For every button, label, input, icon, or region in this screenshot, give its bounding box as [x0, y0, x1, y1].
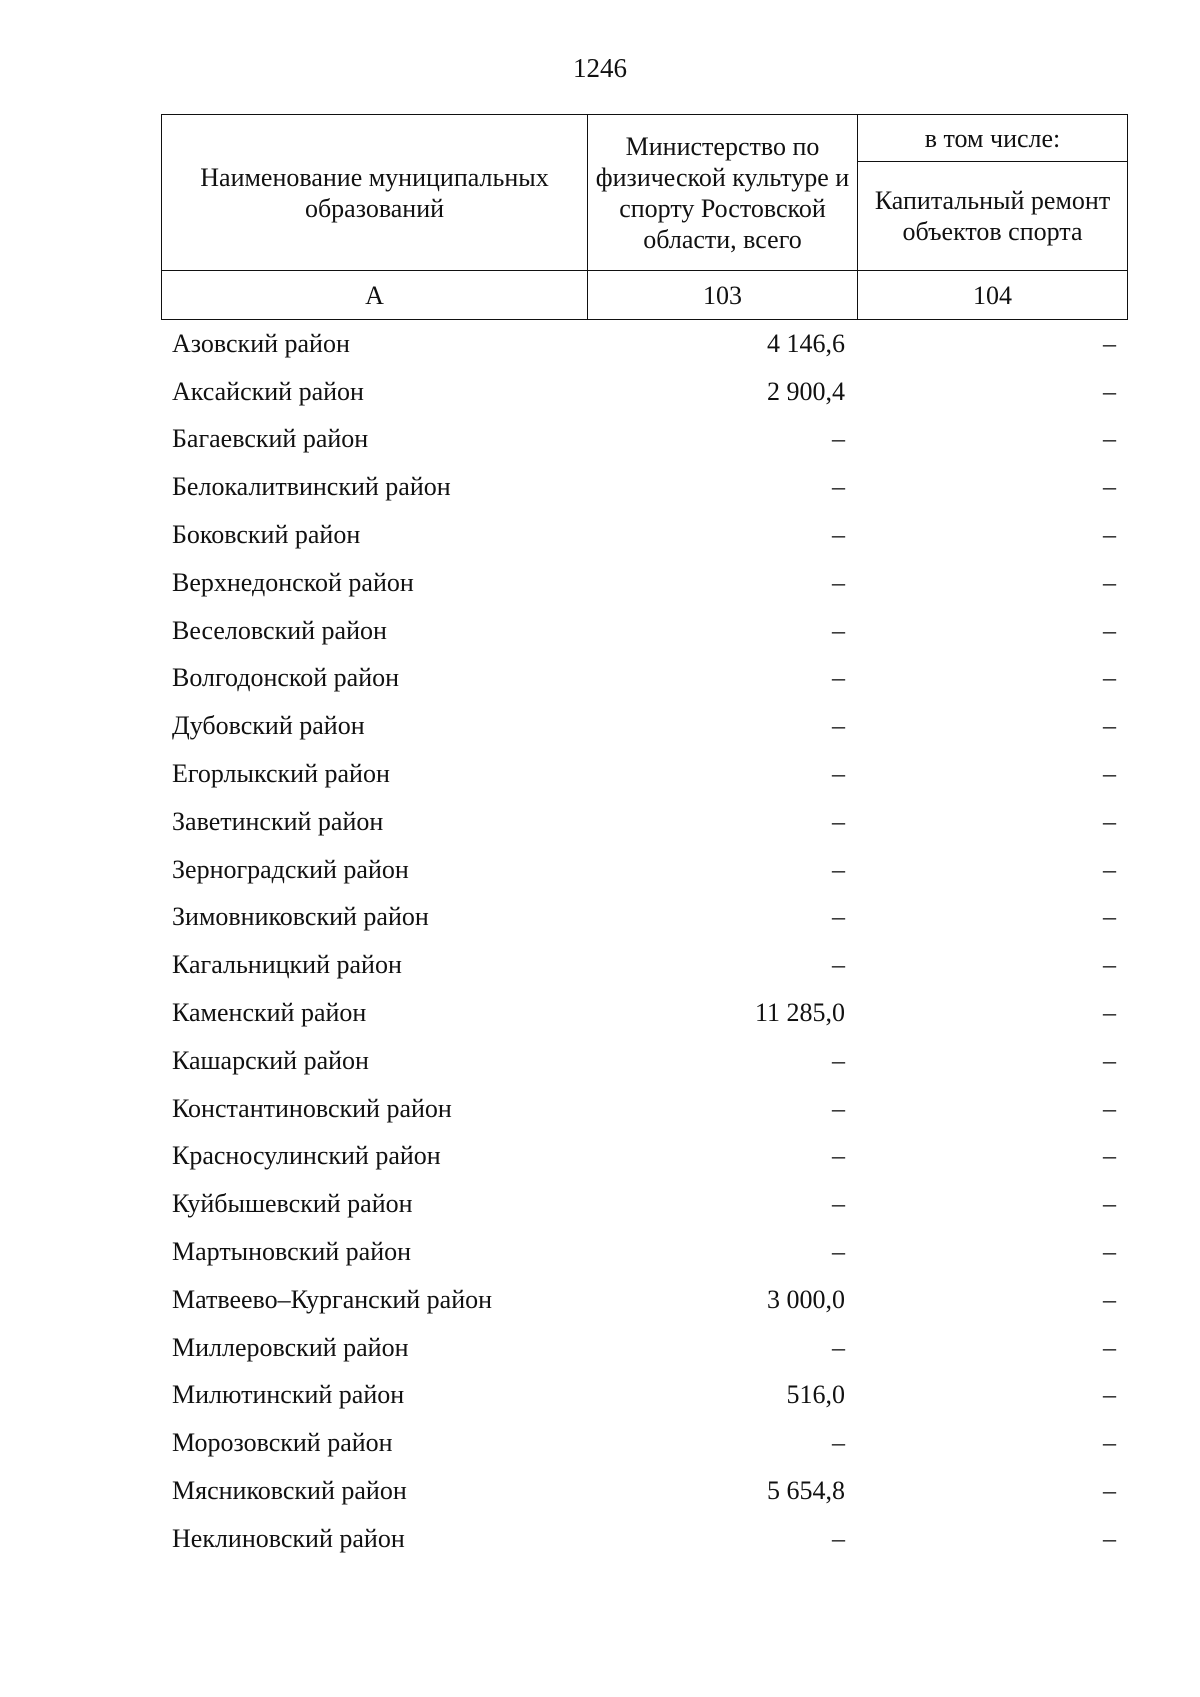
capital-repair-value: – [1103, 1284, 1116, 1314]
municipality-name: Боковский район [172, 520, 361, 550]
page-number: 1246 [573, 53, 627, 83]
total-value: – [832, 1237, 845, 1267]
capital-repair-value: – [1103, 950, 1116, 980]
capital-repair-value: – [1103, 663, 1116, 693]
table-row [161, 750, 1127, 798]
municipality-name: Заветинский район [172, 806, 384, 836]
capital-repair-value: – [1103, 711, 1116, 741]
capital-repair-value: – [1103, 424, 1116, 454]
header-capital-repair: Капитальный ремонт объектов спорта [858, 162, 1128, 271]
capital-repair-value: – [1103, 1428, 1116, 1458]
table-row [161, 1419, 1127, 1467]
municipality-name: Верхнедонской район [172, 567, 414, 597]
table-row [161, 607, 1127, 655]
total-value: – [832, 1428, 845, 1458]
municipality-name: Мартыновский район [172, 1237, 412, 1267]
municipality-name: Кашарский район [172, 1045, 369, 1075]
total-value: 516,0 [786, 1380, 845, 1410]
table-row [161, 559, 1127, 607]
total-value: – [832, 1141, 845, 1171]
table-row [161, 894, 1127, 942]
table-row [161, 1276, 1127, 1324]
capital-repair-value: – [1103, 472, 1116, 502]
capital-repair-value: – [1103, 615, 1116, 645]
total-value: 3 000,0 [767, 1284, 845, 1314]
index-col-104: 104 [858, 271, 1128, 320]
table-row [161, 941, 1127, 989]
table-row [161, 416, 1127, 464]
total-value: – [832, 1332, 845, 1362]
capital-repair-value: – [1103, 1093, 1116, 1123]
total-value: – [832, 902, 845, 932]
municipality-name: Матвеево–Курганский район [172, 1284, 493, 1314]
municipality-name: Милютинский район [172, 1380, 405, 1410]
capital-repair-value: – [1103, 1332, 1116, 1362]
municipality-name: Красносулинский район [172, 1141, 441, 1171]
total-value: – [832, 663, 845, 693]
municipality-name: Аксайский район [172, 376, 364, 406]
table-row [161, 1180, 1127, 1228]
municipality-name: Белокалитвинский район [172, 472, 451, 502]
table-row [161, 702, 1127, 750]
capital-repair-value: – [1103, 1476, 1116, 1506]
table-header [161, 114, 1128, 320]
total-value: – [832, 1523, 845, 1553]
capital-repair-value: – [1103, 1237, 1116, 1267]
capital-repair-value: – [1103, 1189, 1116, 1219]
table-row [161, 1085, 1127, 1133]
total-value: – [832, 472, 845, 502]
table-row [161, 989, 1127, 1037]
municipality-name: Багаевский район [172, 424, 369, 454]
total-value: – [832, 615, 845, 645]
table-row [161, 846, 1127, 894]
total-value: – [832, 854, 845, 884]
table-row [161, 1133, 1127, 1181]
table-row [161, 368, 1127, 416]
table-row [161, 463, 1127, 511]
table-row [161, 1515, 1127, 1563]
municipality-name: Веселовский район [172, 615, 387, 645]
index-col-a: А [162, 271, 588, 320]
municipality-name: Морозовский район [172, 1428, 393, 1458]
capital-repair-value: – [1103, 902, 1116, 932]
total-value: – [832, 806, 845, 836]
municipality-name: Мясниковский район [172, 1476, 407, 1506]
capital-repair-value: – [1103, 1380, 1116, 1410]
municipality-name: Зимовниковский район [172, 902, 429, 932]
total-value: – [832, 1045, 845, 1075]
municipality-name: Каменский район [172, 998, 367, 1028]
table-row [161, 1372, 1127, 1420]
total-value: 4 146,6 [767, 328, 845, 358]
total-value: – [832, 1189, 845, 1219]
table-row [161, 655, 1127, 703]
capital-repair-value: – [1103, 1523, 1116, 1553]
table-row [161, 1324, 1127, 1372]
table-row [161, 1037, 1127, 1085]
total-value: 11 285,0 [754, 998, 845, 1028]
municipality-name: Константиновский район [172, 1093, 452, 1123]
municipality-name: Егорлыкский район [172, 759, 390, 789]
municipality-name: Миллеровский район [172, 1332, 409, 1362]
capital-repair-value: – [1103, 567, 1116, 597]
header-including: в том числе: [858, 115, 1128, 162]
capital-repair-value: – [1103, 520, 1116, 550]
total-value: 5 654,8 [767, 1476, 845, 1506]
municipality-name: Кагальницкий район [172, 950, 402, 980]
capital-repair-value: – [1103, 1045, 1116, 1075]
index-col-103: 103 [588, 271, 858, 320]
municipality-name: Дубовский район [172, 711, 365, 741]
municipality-name: Зерноградский район [172, 854, 409, 884]
capital-repair-value: – [1103, 376, 1116, 406]
total-value: – [832, 567, 845, 597]
total-value: 2 900,4 [767, 376, 845, 406]
header-municipality-name: Наименование муниципальных образований [162, 115, 588, 271]
municipality-name: Неклиновский район [172, 1523, 405, 1553]
total-value: – [832, 520, 845, 550]
capital-repair-value: – [1103, 854, 1116, 884]
capital-repair-value: – [1103, 759, 1116, 789]
total-value: – [832, 1093, 845, 1123]
capital-repair-value: – [1103, 998, 1116, 1028]
header-ministry-total: Министерство по физической культуре и спорту Ростовской области, всего [588, 115, 858, 271]
total-value: – [832, 950, 845, 980]
municipality-name: Азовский район [172, 328, 350, 358]
table-row [161, 1228, 1127, 1276]
capital-repair-value: – [1103, 328, 1116, 358]
capital-repair-value: – [1103, 1141, 1116, 1171]
table-row [161, 798, 1127, 846]
total-value: – [832, 711, 845, 741]
total-value: – [832, 424, 845, 454]
capital-repair-value: – [1103, 806, 1116, 836]
municipality-name: Волгодонской район [172, 663, 400, 693]
table-row [161, 320, 1127, 368]
table-body [161, 320, 1127, 1563]
municipality-name: Куйбышевский район [172, 1189, 413, 1219]
table-row [161, 511, 1127, 559]
table-row [161, 1467, 1127, 1515]
total-value: – [832, 759, 845, 789]
